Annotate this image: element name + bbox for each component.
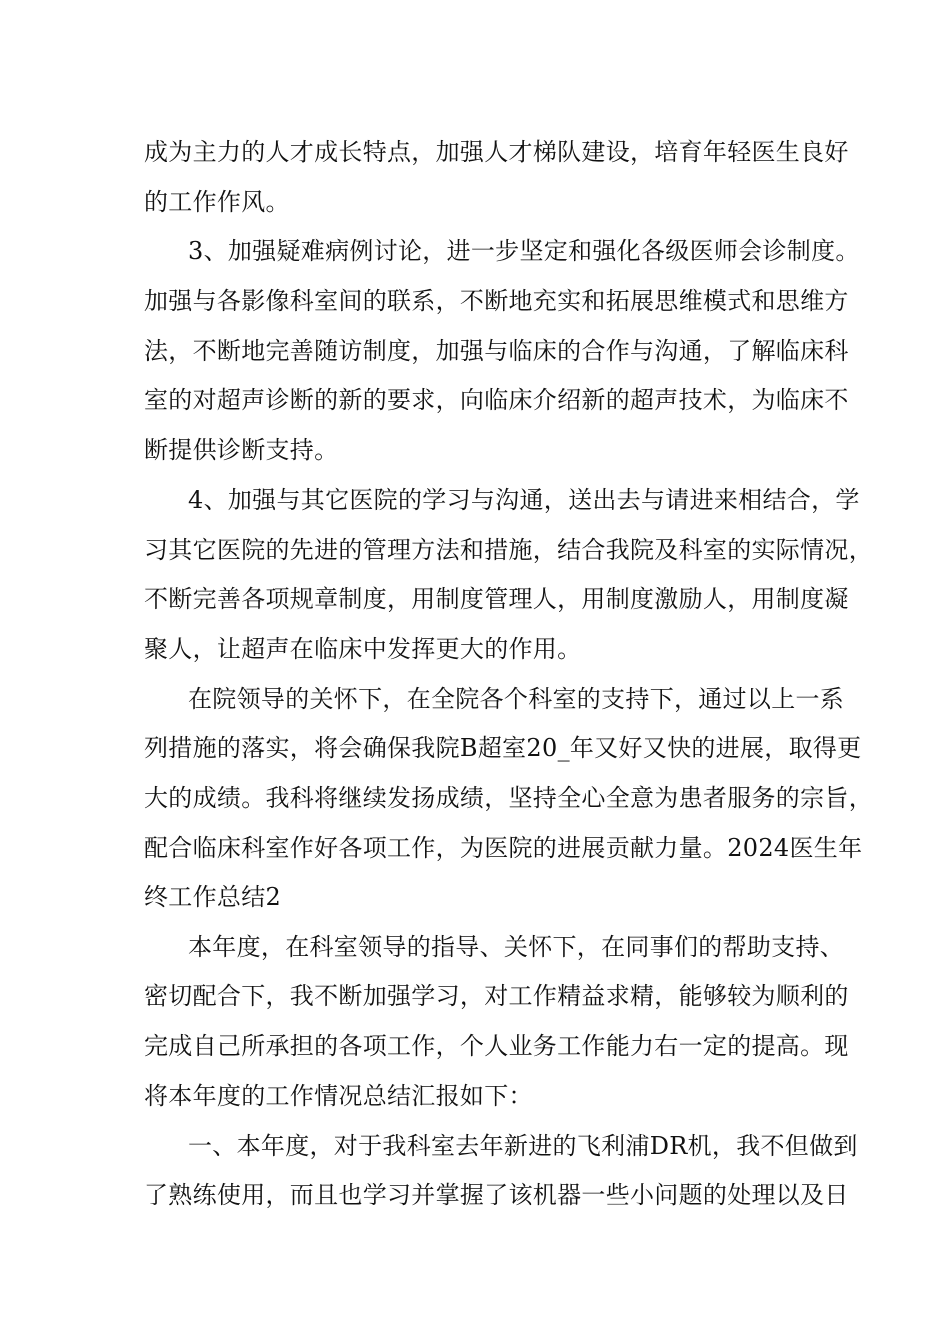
text-line: 不断完善各项规章制度，用制度管理人，用制度激励人，用制度凝: [144, 585, 849, 613]
paragraph-start: 一、本年度，对于我科室去年新进的飞利浦DR机，我不但做到: [188, 1132, 858, 1160]
text-line: 加强与各影像科室间的联系，不断地充实和拓展思维模式和思维方: [144, 287, 849, 315]
text-line: 大的成绩。我科将继续发扬成绩，坚持全心全意为患者服务的宗旨，: [144, 784, 873, 812]
paragraph-start: 本年度，在科室领导的指导、关怀下，在同事们的帮助支持、: [188, 933, 845, 961]
text-line: 聚人，让超声在临床中发挥更大的作用。: [144, 635, 582, 663]
text-line: 完成自己所承担的各项工作，个人业务工作能力右一定的提高。现: [144, 1032, 849, 1060]
text-line: 断提供诊断支持。: [144, 436, 339, 464]
text-line: 配合临床科室作好各项工作，为医院的进展贡献力量。2024医生年: [144, 834, 863, 862]
section-title: 终工作总结2: [144, 883, 282, 911]
text-line: 习其它医院的先进的管理方法和措施，结合我院及科室的实际情况，: [144, 536, 873, 564]
paragraph-start: 3、加强疑难病例讨论，进一步坚定和强化各级医师会诊制度。: [188, 237, 860, 265]
text-line: 法，不断地完善随访制度，加强与临床的合作与沟通，了解临床科: [144, 337, 849, 365]
text-line: 的工作作风。: [144, 188, 290, 216]
text-line: 成为主力的人才成长特点，加强人才梯队建设，培育年轻医生良好: [144, 138, 849, 166]
text-line: 将本年度的工作情况总结汇报如下：: [144, 1082, 533, 1110]
paragraph-start: 4、加强与其它医院的学习与沟通，送出去与请进来相结合，学: [188, 486, 860, 514]
text-line: 列措施的落实，将会确保我院B超室20_年又好又快的进展，取得更: [144, 734, 862, 762]
paragraph-start: 在院领导的关怀下，在全院各个科室的支持下，通过以上一系: [188, 685, 845, 713]
text-line: 室的对超声诊断的新的要求，向临床介绍新的超声技术，为临床不: [144, 386, 849, 414]
text-line: 密切配合下，我不断加强学习，对工作精益求精，能够较为顺利的: [144, 982, 849, 1010]
text-line: 了熟练使用，而且也学习并掌握了该机器一些小问题的处理以及日: [144, 1181, 849, 1209]
